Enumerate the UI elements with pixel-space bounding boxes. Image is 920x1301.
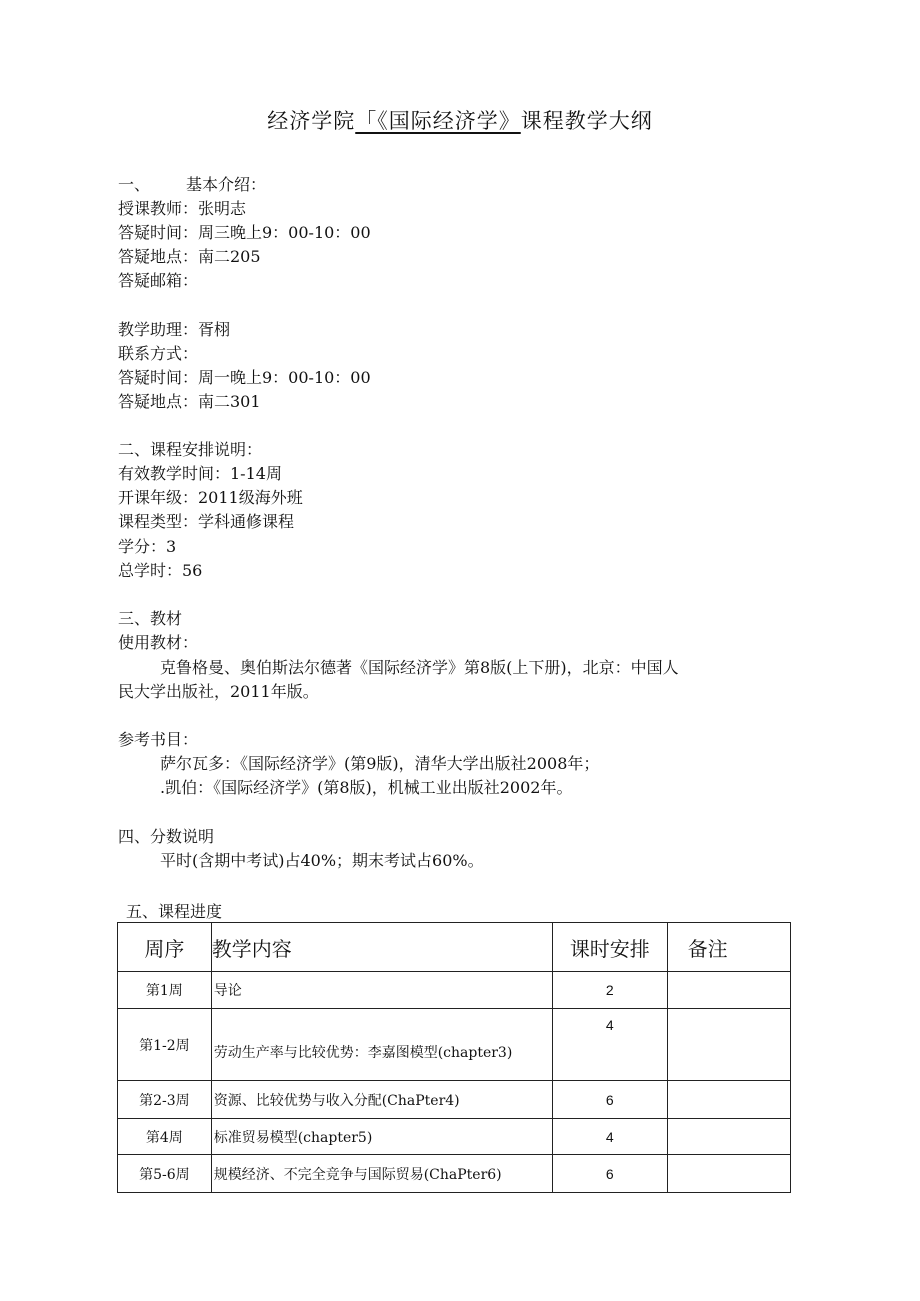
week-cell: 第1周 — [118, 972, 212, 1009]
hours-line: 总学时：56 — [118, 561, 203, 580]
table-row — [118, 1119, 791, 1155]
instructor-line: 授课教师：张明志 — [118, 199, 247, 218]
weeks-line: 有效教学时间：1-14周 — [118, 464, 282, 483]
textbook-label: 使用教材： — [118, 633, 199, 652]
table-row — [118, 972, 791, 1009]
ta-line: 教学助理：胥栩 — [118, 320, 231, 339]
note-cell — [667, 1155, 790, 1193]
table-row — [118, 1081, 791, 1119]
document-title — [0, 105, 920, 135]
section1-heading-text: 基本介绍： — [186, 175, 267, 194]
ref-item: 萨尔瓦多：《国际经济学》(第9版)，清华大学出版社2008年； — [160, 754, 600, 773]
content-cell: 导论 — [211, 972, 552, 1009]
section4-heading: 四、分数说明 — [118, 827, 215, 846]
col-header-hours: 课时安排 — [552, 923, 667, 972]
title-suffix: 课程教学大纲 — [520, 109, 653, 133]
note-cell — [667, 1119, 790, 1155]
office-place-line: 答疑地点：南二205 — [118, 247, 261, 266]
type-line: 课程类型：学科通修课程 — [118, 512, 295, 531]
content-cell: 规模经济、不完全竞争与国际贸易(ChaPter6) — [211, 1155, 552, 1193]
ref-item: .凯伯：《国际经济学》(第8版)，机械工业出版社2002年。 — [160, 778, 573, 797]
hours-cell: 6 — [552, 1155, 667, 1193]
hours-cell: 4 — [552, 1009, 667, 1081]
contact-line: 联系方式： — [118, 344, 199, 363]
office-email-line: 答疑邮箱： — [118, 271, 199, 290]
grade-line: 开课年级：2011级海外班 — [118, 488, 303, 507]
week-cell: 第2-3周 — [118, 1081, 212, 1119]
col-header-content: 教学内容 — [211, 923, 552, 972]
col-header-note: 备注 — [667, 923, 790, 972]
textbook-line1: 克鲁格曼、奥伯斯法尔德著《国际经济学》第8版(上下册)，北京：中国人 — [160, 658, 679, 677]
week-cell: 第5-6周 — [118, 1155, 212, 1193]
textbook-line2: 民大学出版社，2011年版。 — [118, 682, 319, 701]
col-header-week: 周序 — [118, 923, 212, 972]
ta-place-line: 答疑地点：南二301 — [118, 392, 261, 411]
title-prefix: 经济学院 — [267, 109, 356, 133]
schedule-table — [117, 922, 791, 1193]
table-header-row — [118, 923, 791, 972]
title-course-name: 「《国际经济学》 — [355, 109, 521, 133]
content-cell: 劳动生产率与比较优势：李嘉图模型(chapter3) — [211, 1009, 552, 1081]
content-cell: 标准贸易模型(chapter5) — [211, 1119, 552, 1155]
note-cell — [667, 972, 790, 1009]
content-cell: 资源、比较优势与收入分配(ChaPter4) — [211, 1081, 552, 1119]
hours-cell: 6 — [552, 1081, 667, 1119]
section1-heading — [118, 172, 266, 195]
note-cell — [667, 1009, 790, 1081]
ta-time-line: 答疑时间：周一晚上9：00-10：00 — [118, 368, 371, 387]
week-cell: 第4周 — [118, 1119, 212, 1155]
section3-heading: 三、教材 — [118, 609, 183, 628]
grading-line: 平时(含期中考试)占40%；期末考试占60%。 — [160, 851, 484, 870]
table-row — [118, 1155, 791, 1193]
table-row — [118, 1009, 791, 1081]
office-time-line: 答疑时间：周三晚上9：00-10：00 — [118, 223, 371, 242]
hours-cell: 2 — [552, 972, 667, 1009]
hours-cell: 4 — [552, 1119, 667, 1155]
section2-heading: 二、课程安排说明： — [118, 440, 263, 459]
section5-heading: 五、课程进度 — [126, 902, 223, 921]
week-cell: 第1-2周 — [118, 1009, 212, 1081]
credits-line: 学分：3 — [118, 537, 177, 556]
refs-label: 参考书目： — [118, 730, 199, 749]
note-cell — [667, 1081, 790, 1119]
section1-heading-num: 一、 — [118, 175, 151, 194]
